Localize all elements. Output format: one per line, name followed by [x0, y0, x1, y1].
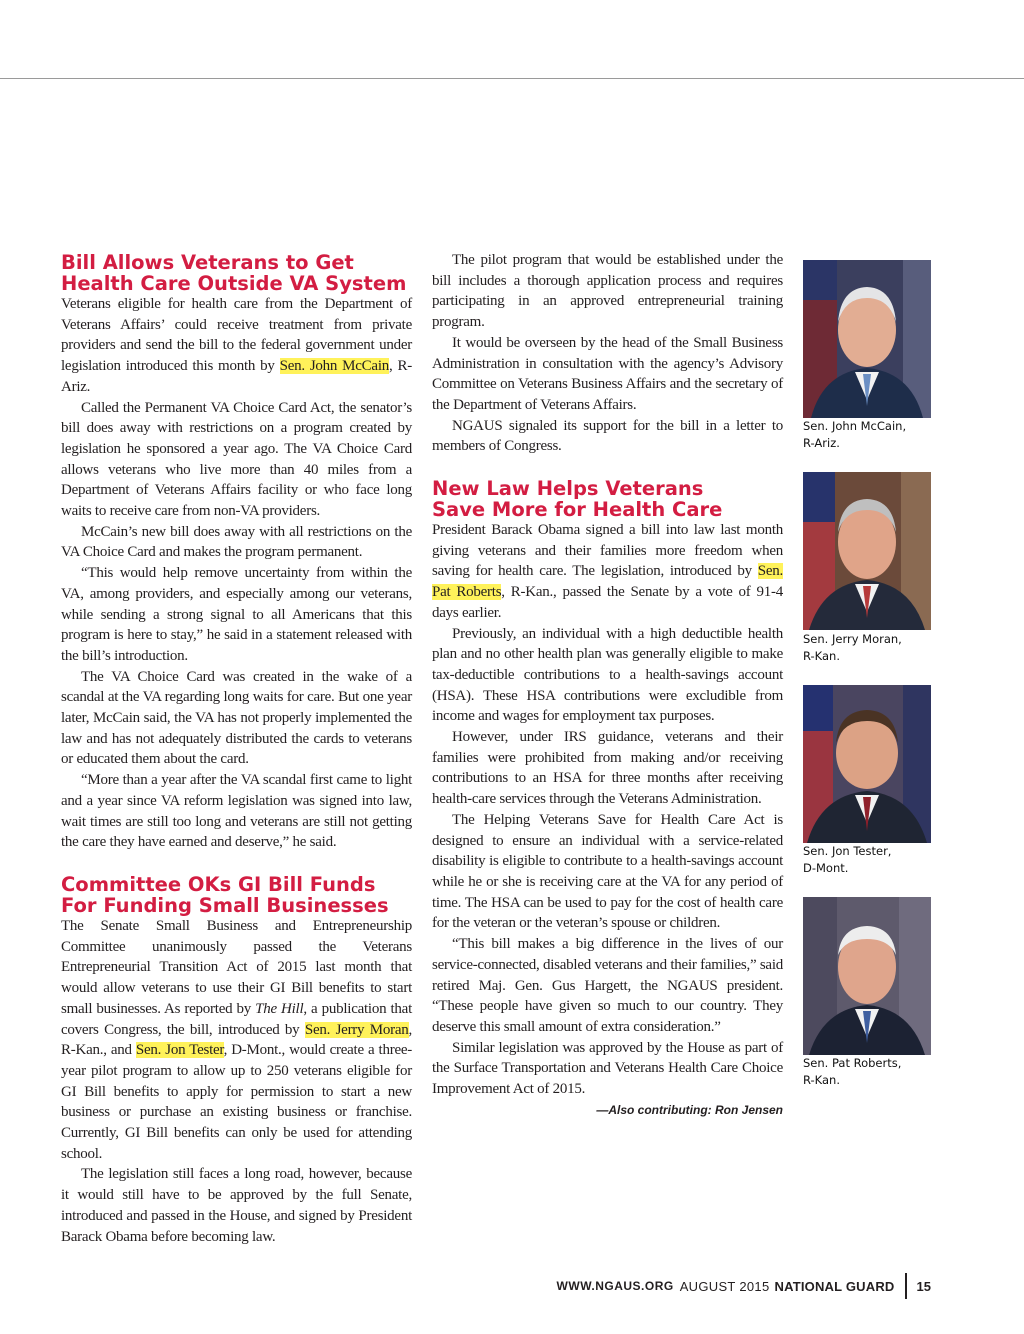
paragraph: The VA Choice Card was created in the wake of a scandal at the VA regarding long waits for care. But one year later, McCain said, the VA has not properly implemented the law and has not adequately distributed the cards to veterans or educated them about the card.	[61, 668, 412, 768]
paragraph: McCain’s new bill does away with all restrictions on the VA Choice Card and makes the program permanent.	[61, 523, 412, 561]
paragraph: “This would help remove uncertainty from within the VA, among providers, and especially among our veterans, while sending a strong signal to all Americans that this program is here to stay,” he said in a statement released with the bill’s introduction.	[61, 565, 412, 664]
portrait-icon	[803, 685, 931, 843]
footer-issue-date: AUGUST 2015	[679, 1278, 770, 1294]
paragraph: Previously, an individual with a high deductible health plan and no other health plan was generally eligible to make tax-deductible contributions to a health-savings account (HSA). These HSA contributions were excludible from income and wages for employment tax purposes.	[432, 625, 783, 725]
caption-mccain: Sen. John McCain, R-Ariz.	[803, 419, 907, 450]
footer-divider	[905, 1273, 907, 1299]
top-rule	[0, 78, 1024, 79]
paragraph: The pilot program that would be established under the bill includes a thorough application process and requires participating in an approved entrepreneurial training program.	[432, 252, 783, 331]
column-left	[61, 250, 412, 1247]
photo-mccain	[803, 260, 931, 418]
paragraph: “More than a year after the VA scandal first came to light and a year since VA reform legislation was signed into law, wait times are still too long and veterans are still not getting the care they have earned and deserve,” he said.	[61, 772, 412, 851]
photo-moran	[803, 472, 931, 630]
portrait-icon	[803, 897, 931, 1055]
page-footer	[557, 1276, 931, 1296]
footer-url: WWW.NGAUS.ORG	[556, 1279, 674, 1293]
highlight-tester: Sen. Jon Tester	[135, 1042, 224, 1059]
contributor-credit: —Also contributing: Ron Jensen	[596, 1102, 783, 1117]
paragraph: President Barack Obama signed a bill into law last month giving veterans and their families more freedom when saving for health care. The legislation, introduced by Sen. Pat Roberts, R-Kan., passed the Senate by a vote of 91-4 days earlier.	[432, 522, 783, 621]
caption-roberts: Sen. Pat Roberts, R-Kan.	[803, 1056, 902, 1087]
footer-magazine-name: NATIONAL GUARD	[774, 1278, 895, 1294]
highlight-moran: Sen. Jerry Moran	[304, 1021, 409, 1038]
paragraph: “This bill makes a big difference in the lives of our service-connected, disabled veterans and their families,” said retired Maj. Gen. Gus Hargett, the NGAUS president. “These people have given so much to our country. They deserve this small amount of extra consideration.”	[432, 936, 784, 1035]
paragraph-continued: The legislation still faces a long road, however, because it would still have to be approved by the full Senate, introduced and passed in the House, and signed by President Barack Obama before becoming law.	[61, 1166, 412, 1245]
paragraph: Called the Permanent VA Choice Card Act, the senator’s bill does away with restrictions on a program created by legislation he sponsored a year ago. The VA Choice Card allows veterans who live more than 40 miles from a Department of Veterans Affairs facility or who face long waits to receive care from non-VA providers.	[61, 399, 412, 520]
caption-tester: Sen. Jon Tester, D-Mont.	[803, 844, 892, 875]
paragraph: It would be overseen by the head of the Small Business Administration in consultation with the agency’s Advisory Committee on Veterans Business Affairs and the secretary of the Department of Veterans Affairs.	[432, 334, 783, 413]
photo-roberts	[803, 897, 931, 1055]
headline-hsa-law: New Law Helps Veterans Save More for Health Care	[432, 477, 723, 522]
paragraph: The Senate Small Business and Entrepreneurship Committee unanimously passed the Veterans Entrepreneurial Transition Act of 2015 last month that would allow veterans to use their GI Bill benefits to start small businesses. As reported by The Hill, a publication that covers Congress, the bill, introduced by Sen. Jerry Moran, R-Kan., and Sen. Jon Tester, D-Mont., would create a three-year pilot program to allow up to 250 veterans eligible for GI Bill benefits to apply for permission to start a new business or purchase an existing business or franchise. Currently, GI Bill benefits can only be used for attending school.	[61, 917, 413, 1162]
paragraph: Similar legislation was approved by the House as part of the Surface Transportation and Veterans Health Care Choice Improvement Act of 2015.	[432, 1039, 783, 1098]
highlight-roberts: Sen. Pat Roberts	[432, 563, 783, 601]
paragraph: The Helping Veterans Save for Health Care Act is designed to ensure an individual with a service-related disability is eligible to contribute to a health-savings account while he or she is receiving care at the VA for any period of time. The HSA can be used to pay for the cost of health care for the veteran or the veteran’s spouse or children.	[432, 811, 783, 932]
publication-name: The Hill	[255, 1000, 304, 1017]
highlight-mccain: Sen. John McCain	[279, 358, 390, 375]
photo-tester	[803, 685, 931, 843]
portrait-icon	[803, 260, 931, 418]
headline-va-choice: Bill Allows Veterans to Get Health Care Outside VA System	[61, 251, 407, 295]
paragraph: Veterans eligible for health care from the Department of Veterans Affairs’ could receive treatment from private providers and send the bill to the federal government under legislation introduced this month by Sen. John McCain, R-Ariz.	[61, 296, 413, 395]
page-number: 15	[916, 1278, 931, 1294]
paragraph: NGAUS signaled its support for the bill in a letter to members of Congress.	[432, 417, 783, 455]
paragraph: However, under IRS guidance, veterans and their families were prohibited from making and/or receiving contributions to an HSA for three months after receiving health-care services through the Veterans Administration.	[432, 729, 783, 808]
headline-gi-bill: Committee OKs GI Bill Funds For Funding Small Businesses	[61, 872, 389, 917]
column-middle	[432, 250, 783, 1120]
caption-moran: Sen. Jerry Moran, R-Kan.	[803, 632, 902, 663]
portrait-icon	[803, 472, 931, 630]
